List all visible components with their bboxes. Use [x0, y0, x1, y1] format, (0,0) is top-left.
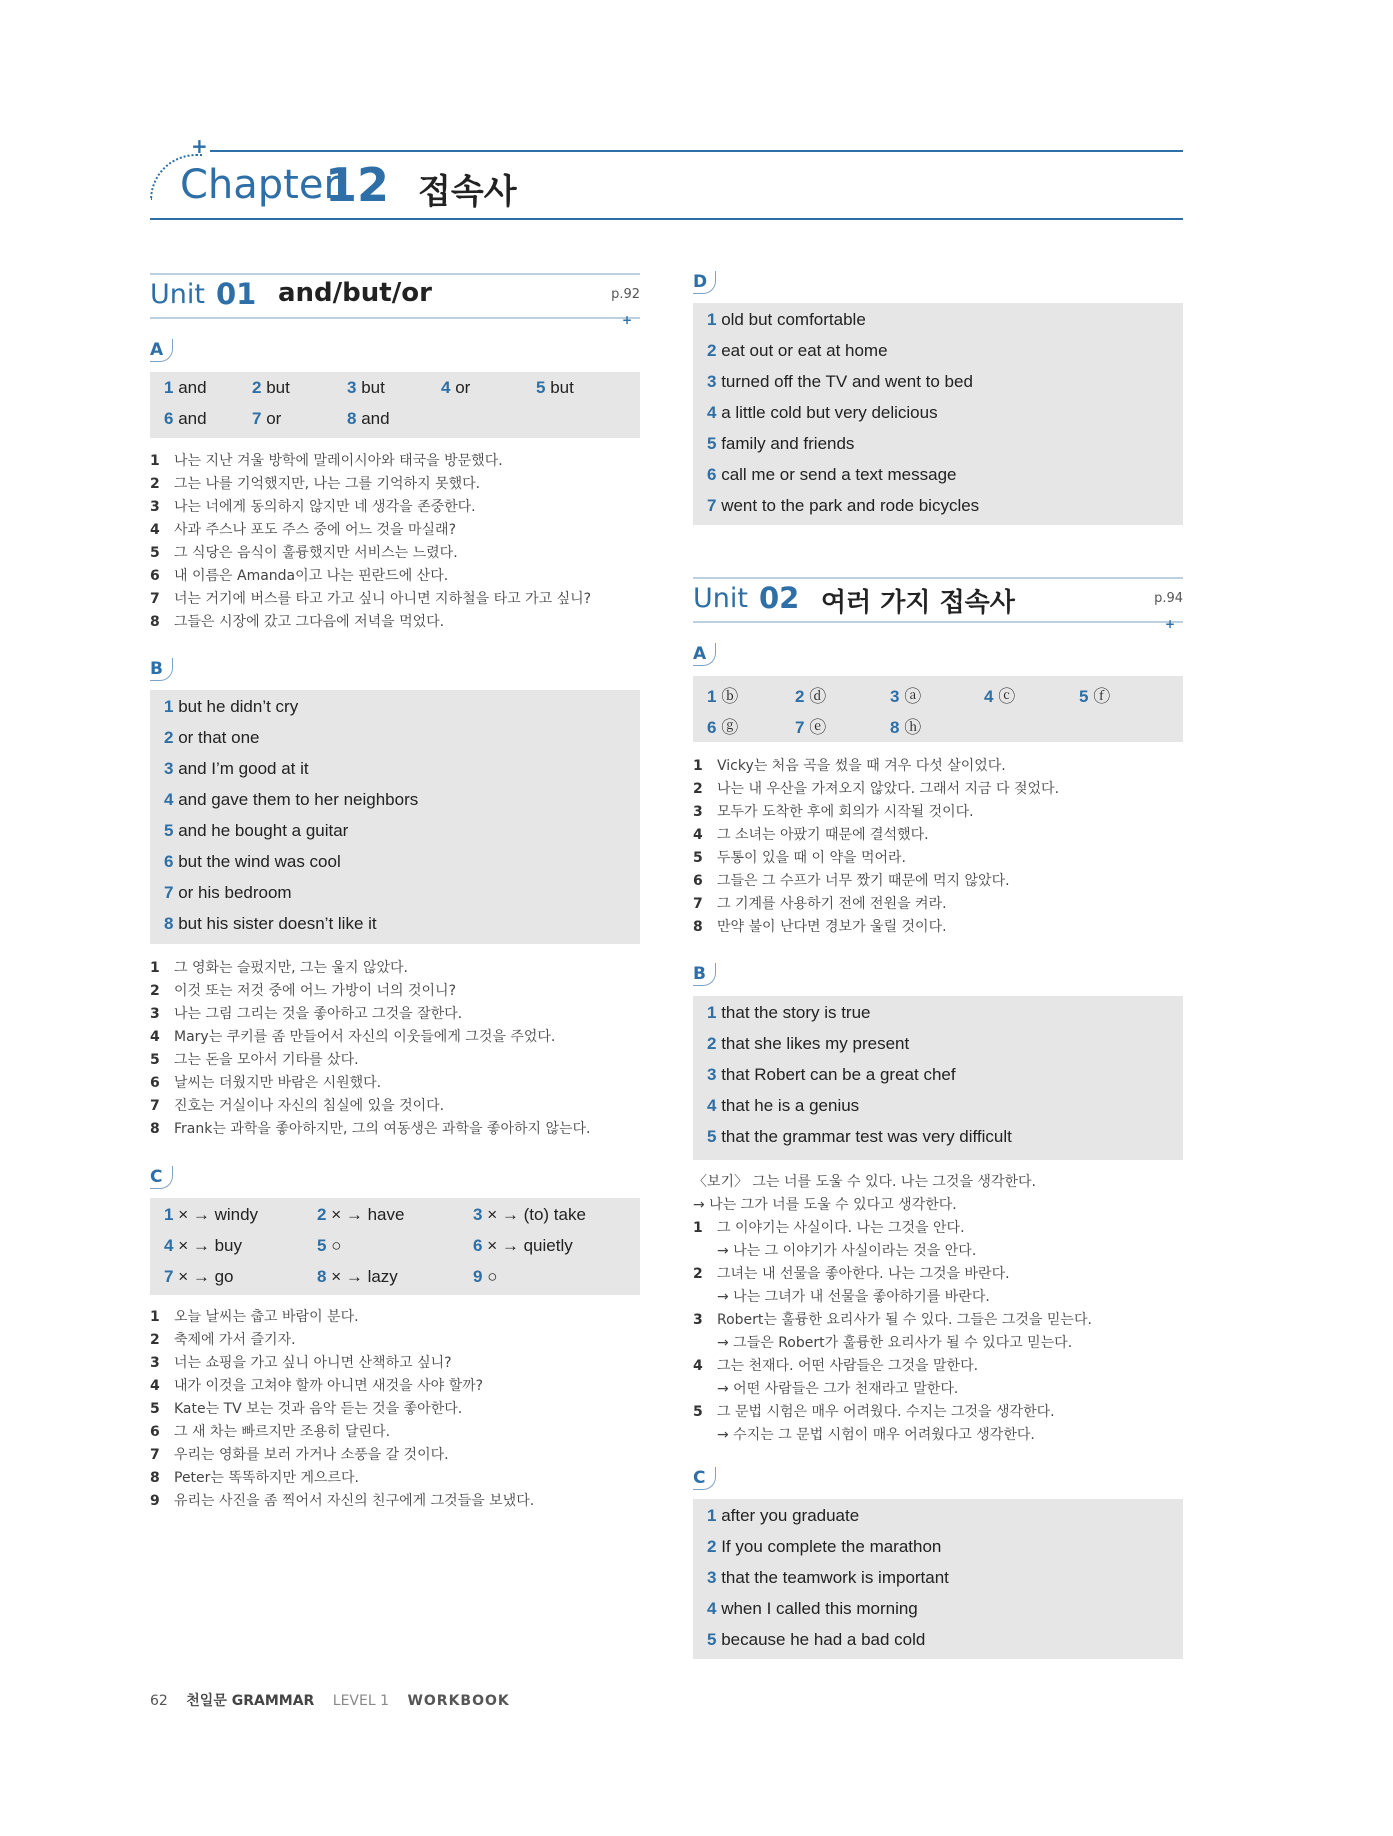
translation-item: 7 그 기계를 사용하기 전에 전원을 켜라. [693, 896, 947, 912]
answer-item: 6 ⓖ [707, 718, 739, 737]
answer-item: 4 or [441, 378, 471, 397]
answer-item: 4 and gave them to her neighbors [164, 790, 419, 809]
unit-title: and/but/or [278, 278, 432, 308]
book-brand: 천일문 GRAMMAR [186, 1693, 315, 1709]
header-top-rule [210, 150, 1183, 152]
answer-box-u1-c [150, 1198, 640, 1295]
answer-box-u2-b [693, 996, 1183, 1160]
answer-item: 7 or [252, 409, 282, 428]
translation-item: 1 그 영화는 슬펐지만, 그는 울지 않았다. [150, 960, 409, 976]
answer-item: 3 that the teamwork is important [707, 1568, 949, 1587]
answer-item: 6 and [164, 409, 207, 428]
answer-item: 1 × → windy [164, 1205, 259, 1224]
header-bottom-rule [150, 218, 1183, 220]
translation-item: 2 그는 나를 기억했지만, 나는 그를 기억하지 못했다. [150, 476, 481, 492]
translation-item: 6 내 이름은 Amanda이고 나는 핀란드에 산다. [150, 568, 449, 584]
book-level: LEVEL 1 [332, 1693, 389, 1709]
translation-item: 3 Robert는 훌륭한 요리사가 될 수 있다. 그들은 그것을 믿는다. → 그들은 Robert가 훌륭한 요리사가 될 수 있다고 믿는다. [693, 1312, 1092, 1351]
section-label-d: D [693, 271, 716, 294]
unit-number: 01 [216, 277, 257, 311]
chapter-title: 접속사 [418, 172, 517, 212]
translation-item: 4 Mary는 쿠키를 좀 만들어서 자신의 이웃들에게 그것을 주었다. [150, 1029, 556, 1045]
answer-item: 2 eat out or eat at home [707, 341, 888, 360]
translation-item: 5 Kate는 TV 보는 것과 음악 듣는 것을 좋아한다. [150, 1401, 463, 1417]
answer-item: 5 that the grammar test was very difficult [707, 1127, 1012, 1146]
section-label-b: B [693, 963, 716, 986]
answer-item: 1 but he didn’t cry [164, 697, 299, 716]
translation-item: 6 그들은 그 수프가 너무 짰기 때문에 먹지 않았다. [693, 873, 1010, 889]
section-label-a: A [150, 339, 173, 362]
translation-item: 9 유리는 사진을 좀 찍어서 자신의 친구에게 그것들을 보냈다. [150, 1493, 535, 1509]
answer-item: 3 turned off the TV and went to bed [707, 372, 973, 391]
unit-word: Unit [150, 279, 205, 310]
answer-item: 8 ⓗ [890, 718, 922, 737]
translation-item: 2 축제에 가서 즐기자. [150, 1332, 296, 1348]
section-label-a: A [693, 643, 716, 666]
answer-item: 2 or that one [164, 728, 260, 747]
translation-list-u2-a [693, 755, 1193, 939]
answer-item: 8 × → lazy [317, 1267, 398, 1286]
answer-item: 3 but [347, 378, 385, 397]
answer-item: 3 that Robert can be a great chef [707, 1065, 956, 1084]
unit-word: Unit [693, 583, 748, 614]
translation-item: 3 나는 너에게 동의하지 않지만 네 생각을 존중한다. [150, 499, 476, 515]
answer-item: 2 that she likes my present [707, 1034, 910, 1053]
answer-item: 4 ⓒ [984, 687, 1016, 706]
translation-item: 5 그 식당은 음식이 훌륭했지만 서비스는 느렸다. [150, 545, 458, 561]
unit-bottom-rule [693, 621, 1183, 623]
translation-item: 1 그 이야기는 사실이다. 나는 그것을 안다. → 나는 그 이야기가 사실이라는 것을 안다. [693, 1220, 977, 1259]
example-line: → 나는 그가 너를 도울 수 있다고 생각한다. [693, 1197, 957, 1213]
translation-list-u1-b [150, 957, 650, 1141]
translation-item: 3 나는 그림 그리는 것을 좋아하고 그것을 잘한다. [150, 1006, 463, 1022]
answer-item: 4 a little cold but very delicious [707, 403, 938, 422]
answer-box-u2-a [693, 676, 1183, 742]
answer-item: 7 or his bedroom [164, 883, 292, 902]
translation-item: 5 그 문법 시험은 매우 어려웠다. 수지는 그것을 생각한다. → 수지는 그 문법 시험이 매우 어려웠다고 생각한다. [693, 1404, 1055, 1443]
answer-item: 6 but the wind was cool [164, 852, 341, 871]
chapter-word: Chapter [180, 162, 340, 208]
translation-item: 4 그 소녀는 아팠기 때문에 결석했다. [693, 827, 929, 843]
answer-item: 8 and [347, 409, 390, 428]
translation-item: 8 Frank는 과학을 좋아하지만, 그의 여동생은 과학을 좋아하지 않는다. [150, 1121, 591, 1137]
answer-item: 1 ⓑ [707, 687, 739, 706]
translation-item: 6 그 새 차는 빠르지만 조용히 달린다. [150, 1424, 391, 1440]
unit-bottom-rule [150, 317, 640, 319]
answer-box-u1-a [150, 372, 640, 438]
translation-item: 3 너는 쇼핑을 가고 싶니 아니면 산책하고 싶니? [150, 1355, 452, 1371]
answer-item: 5 ○ [317, 1236, 342, 1255]
translation-item: 7 우리는 영화를 보러 가거나 소풍을 갈 것이다. [150, 1447, 449, 1463]
page-footer [150, 1690, 524, 1710]
answer-item: 2 but [252, 378, 290, 397]
translation-item: 5 두통이 있을 때 이 약을 먹어라. [693, 850, 906, 866]
answer-item: 5 but [536, 378, 574, 397]
answer-item: 1 old but comfortable [707, 310, 866, 329]
answer-item: 1 that the story is true [707, 1003, 871, 1022]
translation-item: 8 Peter는 똑똑하지만 게으르다. [150, 1470, 360, 1486]
answer-item: 7 went to the park and rode bicycles [707, 496, 980, 515]
unit-number: 02 [759, 581, 800, 615]
translation-item: 7 진호는 거실이나 자신의 침실에 있을 것이다. [150, 1098, 445, 1114]
answer-item: 5 ⓕ [1079, 687, 1111, 706]
translation-item: 1 오늘 날씨는 춥고 바람이 분다. [150, 1309, 359, 1325]
answer-item: 5 family and friends [707, 434, 855, 453]
unit-02-header [693, 577, 1183, 631]
answer-item: 3 ⓐ [890, 687, 922, 706]
unit-page-ref: p.92 [611, 287, 640, 302]
answer-item: 4 when I called this morning [707, 1599, 918, 1618]
translation-item: 4 사과 주스나 포도 주스 중에 어느 것을 마실래? [150, 522, 457, 538]
translation-item: 6 날씨는 더웠지만 바람은 시원했다. [150, 1075, 382, 1091]
answer-item: 5 and he bought a guitar [164, 821, 349, 840]
page-number: 62 [150, 1693, 168, 1709]
chapter-header [150, 134, 1183, 220]
answer-item: 2 If you complete the marathon [707, 1537, 942, 1556]
translation-item: 2 나는 내 우산을 가져오지 않았다. 그래서 지금 다 젖었다. [693, 781, 1060, 797]
answer-item: 4 that he is a genius [707, 1096, 860, 1115]
translation-list-u2-b [693, 1171, 1193, 1447]
answer-item: 6 call me or send a text message [707, 465, 957, 484]
translation-item: 4 내가 이것을 고쳐야 할까 아니면 새것을 사야 할까? [150, 1378, 484, 1394]
answer-item: 6 × → quietly [473, 1236, 573, 1255]
translation-list-u1-a [150, 450, 650, 634]
translation-item: 2 이것 또는 저것 중에 어느 가방이 너의 것이니? [150, 983, 457, 999]
book-type: WORKBOOK [407, 1693, 510, 1709]
answer-item: 3 × → (to) take [473, 1205, 586, 1224]
translation-item: 8 만약 불이 난다면 경보가 울릴 것이다. [693, 919, 947, 935]
translation-item: 5 그는 돈을 모아서 기타를 샀다. [150, 1052, 359, 1068]
unit-title: 여러 가지 접속사 [821, 588, 1015, 618]
answer-box-u2-c [693, 1499, 1183, 1659]
section-label-b: B [150, 658, 173, 681]
answer-box-u1-d [693, 303, 1183, 525]
translation-item: 3 모두가 도착한 후에 회의가 시작될 것이다. [693, 804, 974, 820]
answer-item: 1 and [164, 378, 207, 397]
translation-item: 8 그들은 시장에 갔고 그다음에 저녁을 먹었다. [150, 614, 445, 630]
plus-icon: + [1164, 617, 1175, 631]
unit-top-rule [693, 577, 1183, 579]
answer-box-u1-b [150, 690, 640, 944]
section-label-c: C [150, 1166, 173, 1189]
answer-item: 9 ○ [473, 1267, 498, 1286]
unit-01-header [150, 273, 640, 327]
translation-item: 2 그녀는 내 선물을 좋아한다. 나는 그것을 바란다. → 나는 그녀가 내 선물을 좋아하기를 바란다. [693, 1266, 1010, 1305]
translation-item: 4 그는 천재다. 어떤 사람들은 그것을 말한다. → 어떤 사람들은 그가 천재라고 말한다. [693, 1358, 979, 1397]
translation-item: 7 너는 거기에 버스를 타고 가고 싶니 아니면 지하철을 타고 가고 싶니? [150, 591, 592, 607]
answer-item: 2 ⓓ [795, 687, 827, 706]
section-label-c: C [693, 1467, 716, 1490]
unit-page-ref: p.94 [1154, 591, 1183, 606]
answer-item: 8 but his sister doesn’t like it [164, 914, 377, 933]
answer-item: 3 and I’m good at it [164, 759, 309, 778]
unit-top-rule [150, 273, 640, 275]
translation-list-u1-c [150, 1306, 650, 1513]
answer-item: 2 × → have [317, 1205, 405, 1224]
example-line: 〈보기〉 그는 너를 도울 수 있다. 나는 그것을 생각한다. [693, 1174, 1036, 1190]
translation-item: 1 나는 지난 겨울 방학에 말레이시아와 태국을 방문했다. [150, 453, 503, 469]
answer-item: 7 × → go [164, 1267, 234, 1286]
translation-item: 1 Vicky는 처음 곡을 썼을 때 겨우 다섯 살이었다. [693, 758, 1006, 774]
plus-icon: + [191, 134, 208, 158]
answer-item: 4 × → buy [164, 1236, 242, 1255]
answer-item: 1 after you graduate [707, 1506, 860, 1525]
answer-item: 5 because he had a bad cold [707, 1630, 926, 1649]
plus-icon: + [621, 313, 632, 327]
chapter-number: 12 [325, 158, 390, 212]
answer-item: 7 ⓔ [795, 718, 827, 737]
